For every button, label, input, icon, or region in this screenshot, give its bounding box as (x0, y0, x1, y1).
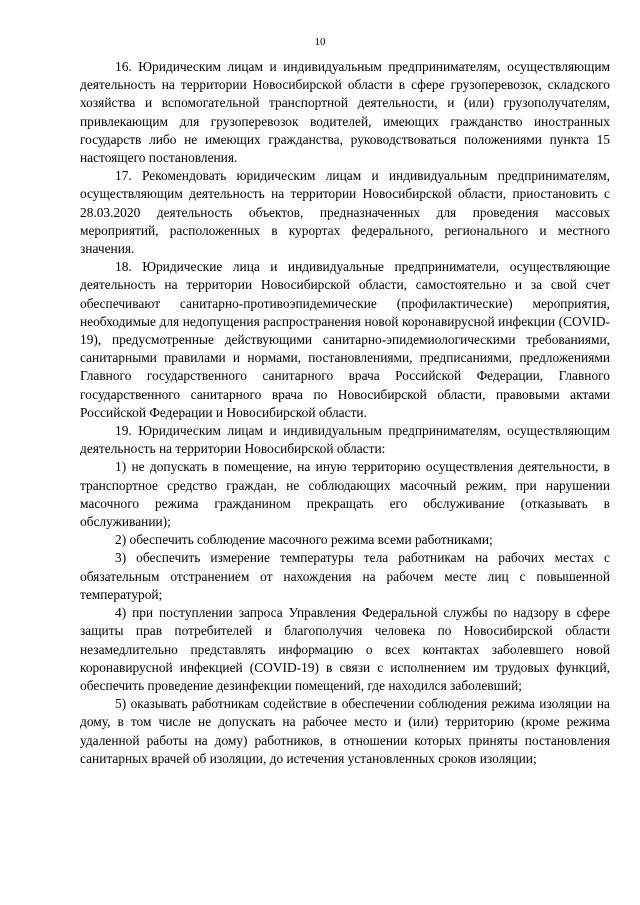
list-item-4: 4) при поступлении запроса Управления Федеральной службы по надзору в сфере защиты прав потребителей и благополучия человека по Новосибирской области незамедлительно представлять информацию о всех контактах заболевшего новой коронавирусной инфекцией (COVID-19) в связи с исполнением им трудовых функций, обеспечить проведение дезинфекции помещений, где находился заболевший; (80, 605, 610, 693)
paragraph-16: 16. Юридическим лицам и индивидуальным предпринимателям, осуществляющим деятельность на территории Новосибирской области в сфере грузоперевозок, складского хозяйства и вспомогательной транспортной деятельности, и (или) грузополучателям, привлекающим для грузоперевозок водителей, имеющих гражданство иностранных государств либо не имеющих гражданства, руководствоваться положениями пункта 15 настоящего постановления. (80, 59, 610, 166)
page-number: 10 (314, 36, 326, 48)
document-body (80, 58, 610, 768)
list-item-2: 2) обеспечить соблюдение масочного режима всеми работниками; (115, 532, 493, 548)
list-item-1: 1) не допускать в помещение, на иную территорию осуществления деятельности, в транспортное средство граждан, не соблюдающих масочный режим, при нарушении масочного режима гражданином прекращать его обслуживание (отказывать в обслуживании); (80, 459, 610, 530)
list-item-5: 5) оказывать работникам содействие в обеспечении соблюдения режима изоляции на дому, в том числе не допускать на рабочее место и (или) территорию (кроме режима удаленной работы на дому) работников, в отношении которых приняты постановления санитарных врачей об изоляции, до истечения установленных сроков изоляции; (80, 696, 610, 766)
paragraph-18: 18. Юридические лица и индивидуальные предприниматели, осуществляющие деятельность на территории Новосибирской области, самостоятельно и за свой счет обеспечивают санитарно-противоэпидемические (профилактические) мероприятия, необходимые для недопущения распространения новой коронавирусной инфекции (COVID-19), предусмотренные действующими санитарно-эпидемиологическими требованиями, санитарными правилами и нормами, постановлениями, предписаниями, предложениями Главного государственного санитарного врача Российской Федерации, Главного государственного санитарного врача по Новосибирской области, правовыми актами Российской Федерации и Новосибирской области. (80, 259, 610, 420)
paragraph-17: 17. Рекомендовать юридическим лицам и индивидуальным предпринимателям, осуществляющим деятельность на территории Новосибирской области, приостановить с 28.03.2020 деятельность объектов, предназначенных для проведения массовых мероприятий, расположенных в курортах федерального, регионального и местного значения. (80, 168, 610, 257)
paragraph-19: 19. Юридическим лицам и индивидуальным предпринимателям, осуществляющим деятельность на территории Новосибирской области: (80, 423, 610, 457)
list-item-3: 3) обеспечить измерение температуры тела работникам на рабочих местах с обязательным отстранением от нахождения на рабочем месте лиц с повышенной температурой; (80, 550, 610, 602)
